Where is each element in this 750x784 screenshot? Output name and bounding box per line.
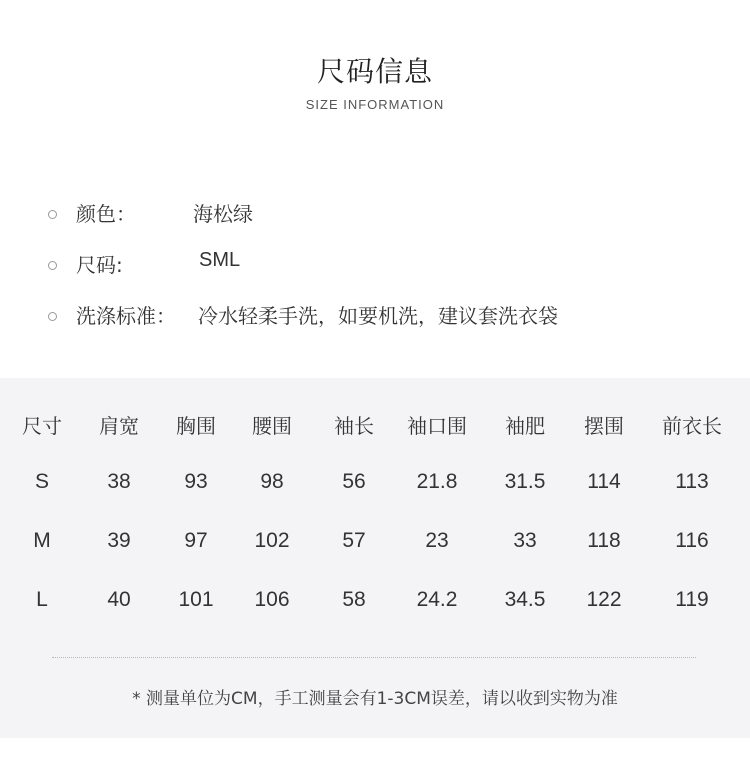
table-cell: 102: [254, 529, 290, 552]
table-cell: 116: [675, 529, 709, 552]
table-cell: 113: [675, 470, 709, 493]
bullet-icon: [48, 261, 57, 270]
table-cell: 38: [107, 470, 131, 493]
table-cell: 118: [587, 529, 621, 552]
info-value: 海松绿: [193, 202, 253, 226]
table-cell: 21.8: [416, 470, 458, 493]
info-value: 冷水轻柔手洗，如要机洗，建议套洗衣袋: [198, 304, 558, 328]
bullet-icon: [48, 312, 57, 321]
info-label: 尺码:: [76, 253, 123, 277]
table-header-cell: 尺寸: [22, 414, 62, 438]
table-cell: 33: [513, 529, 537, 552]
table-header-cell: 胸围: [176, 414, 216, 438]
info-value: SML: [199, 249, 241, 271]
table-cell: 98: [260, 470, 284, 493]
size-label-cell: S: [34, 470, 49, 493]
size-label-cell: L: [36, 588, 48, 611]
divider: [52, 657, 696, 658]
table-cell: 40: [107, 588, 131, 611]
table-cell: 106: [254, 588, 290, 611]
table-cell: 56: [342, 470, 366, 493]
table-cell: 122: [586, 588, 622, 611]
table-header-cell: 肩宽: [99, 414, 139, 438]
info-label: 洗涤标准：: [76, 304, 176, 328]
table-cell: 119: [675, 588, 709, 611]
table-header-cell: 袖长: [334, 414, 374, 438]
table-cell: 97: [184, 529, 208, 552]
table-cell: 114: [587, 470, 621, 493]
table-cell: 34.5: [504, 588, 546, 611]
table-cell: 93: [184, 470, 208, 493]
table-header-cell: 前衣长: [662, 414, 722, 438]
size-label-cell: M: [33, 529, 51, 552]
info-label: 颜色：: [76, 202, 136, 226]
table-cell: 23: [425, 529, 449, 552]
page-subtitle: SIZE INFORMATION: [305, 97, 445, 112]
bullet-icon: [48, 210, 57, 219]
page-title: 尺码信息: [316, 55, 433, 88]
table-header-cell: 袖口围: [407, 414, 467, 438]
size-table-panel: [0, 378, 750, 738]
table-header-cell: 摆围: [584, 414, 624, 438]
table-cell: 31.5: [504, 470, 546, 493]
table-cell: 101: [178, 588, 214, 611]
table-header-cell: 腰围: [252, 414, 292, 438]
table-cell: 39: [107, 529, 131, 552]
table-cell: 58: [342, 588, 366, 611]
table-cell: 24.2: [416, 588, 458, 611]
measurement-note: * 测量单位为CM，手工测量会有1-3CM误差，请以收到实物为准: [132, 689, 618, 709]
table-cell: 57: [342, 529, 366, 552]
table-header-cell: 袖肥: [505, 414, 545, 438]
